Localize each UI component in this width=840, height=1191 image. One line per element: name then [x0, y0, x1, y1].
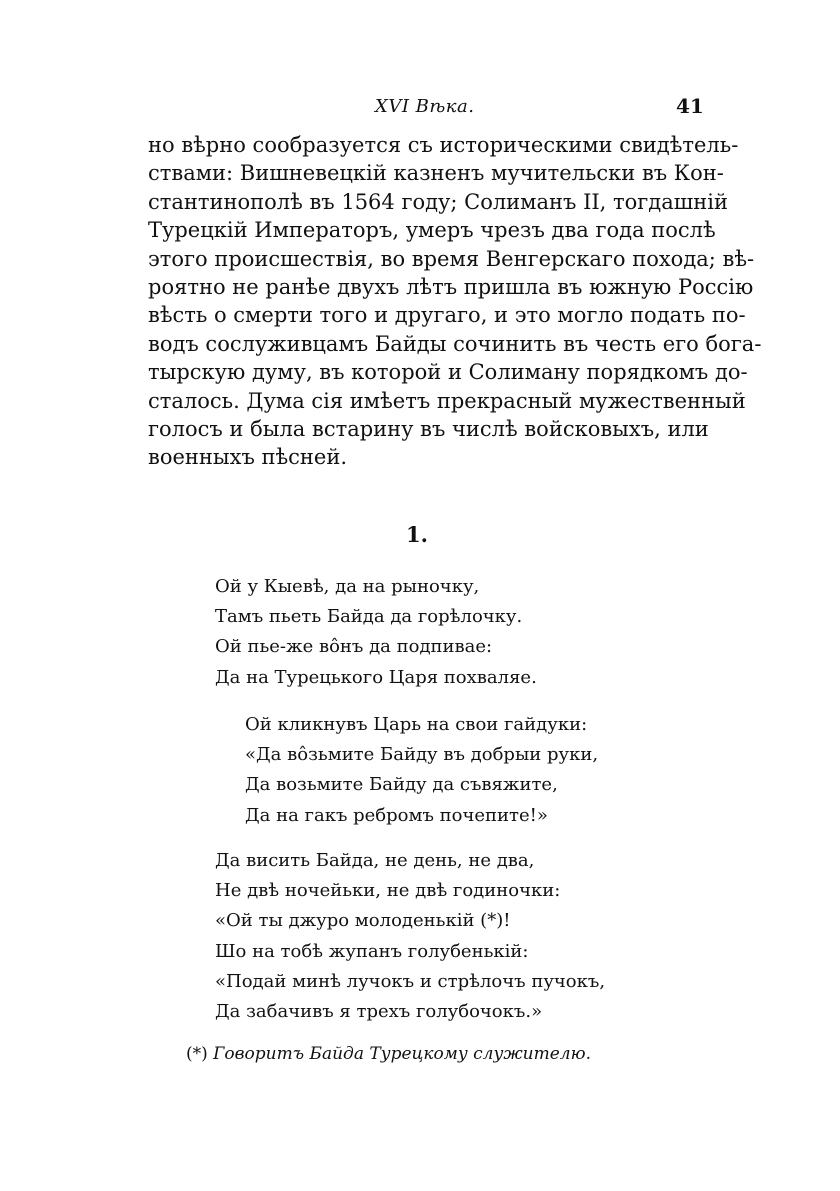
verse-line: Да на гакъ ребромъ почепите!» [245, 804, 548, 826]
page-number: 41 [676, 94, 704, 118]
verse-line: Тамъ пьеть Байда да горѣлочку. [215, 606, 523, 628]
stanza-3 [215, 846, 605, 1027]
footnote-marker: (*) [186, 1044, 208, 1064]
prose-line: но вѣрно сообразуется съ историческими свидѣтель- [148, 133, 739, 157]
prose-line: роятно не ранѣе двухъ лѣтъ пришла въ южную Россію [148, 274, 754, 299]
verse-line: «Подай минѣ лучокъ и стрѣлочъ пучокъ, [215, 970, 606, 992]
verse-line: Да возьмите Байду да съвяжите, [245, 774, 558, 796]
verse-line: Ой кликнувъ Царь на свои гайдуки: [245, 714, 588, 735]
verse-line: «Ой ты джуро молоденькій (*)! [215, 910, 511, 932]
verse-line: Шо на тобѣ жупанъ голубенькій: [215, 940, 529, 962]
verse-line: Да забачивъ я трехъ голубочокъ.» [215, 1000, 543, 1022]
prose-line: сталось. Дума сія имѣетъ прекрасный мужественный [148, 388, 746, 413]
prose-line: Турецкій Императоръ, умеръ чрезъ два года послѣ [148, 218, 716, 243]
prose-line: голосъ и была встарину въ числѣ войсковыхъ, или [148, 416, 709, 441]
running-header: XVI Вѣка. [375, 96, 475, 117]
prose-line: военныхъ пѣсней. [148, 445, 347, 470]
stanza-2 [245, 710, 598, 831]
prose-line: ствами: Вишневецкій казненъ мучительски въ Кон- [148, 161, 724, 186]
prose-line: водъ сослуживцамъ Байды сочинить въ честь его бога- [148, 331, 762, 356]
prose-line: вѣсть о смерти того и другаго, и это могло подать по- [148, 303, 746, 328]
verse-line: «Да вôзьмите Байду въ добрыи руки, [245, 744, 599, 766]
prose-paragraph [148, 131, 762, 472]
verse-line: Ой пье-же вôнъ да подпивае: [215, 636, 493, 658]
prose-line: тырскую думу, въ которой и Солиману порядкомъ до- [148, 360, 748, 385]
footnote-text: Говоритъ Байда Турецкому служителю. [213, 1044, 591, 1064]
verse-line: Да висить Байда, не день, не два, [215, 850, 535, 871]
verse-line: Да на Турецького Царя похваляе. [215, 666, 537, 688]
footnote [186, 1044, 591, 1064]
prose-line: этого происшествія, во время Венгерскаго похода; вѣ- [148, 246, 755, 271]
prose-line: стантинополѣ въ 1564 году; Солиманъ II, тогдашній [148, 189, 728, 214]
verse-line: Не двѣ ночейьки, не двѣ годиночки: [215, 880, 561, 902]
verse-line: Ой у Кыевѣ, да на рыночку, [215, 576, 480, 597]
stanza-1 [215, 572, 537, 693]
section-number: 1. [406, 522, 428, 547]
